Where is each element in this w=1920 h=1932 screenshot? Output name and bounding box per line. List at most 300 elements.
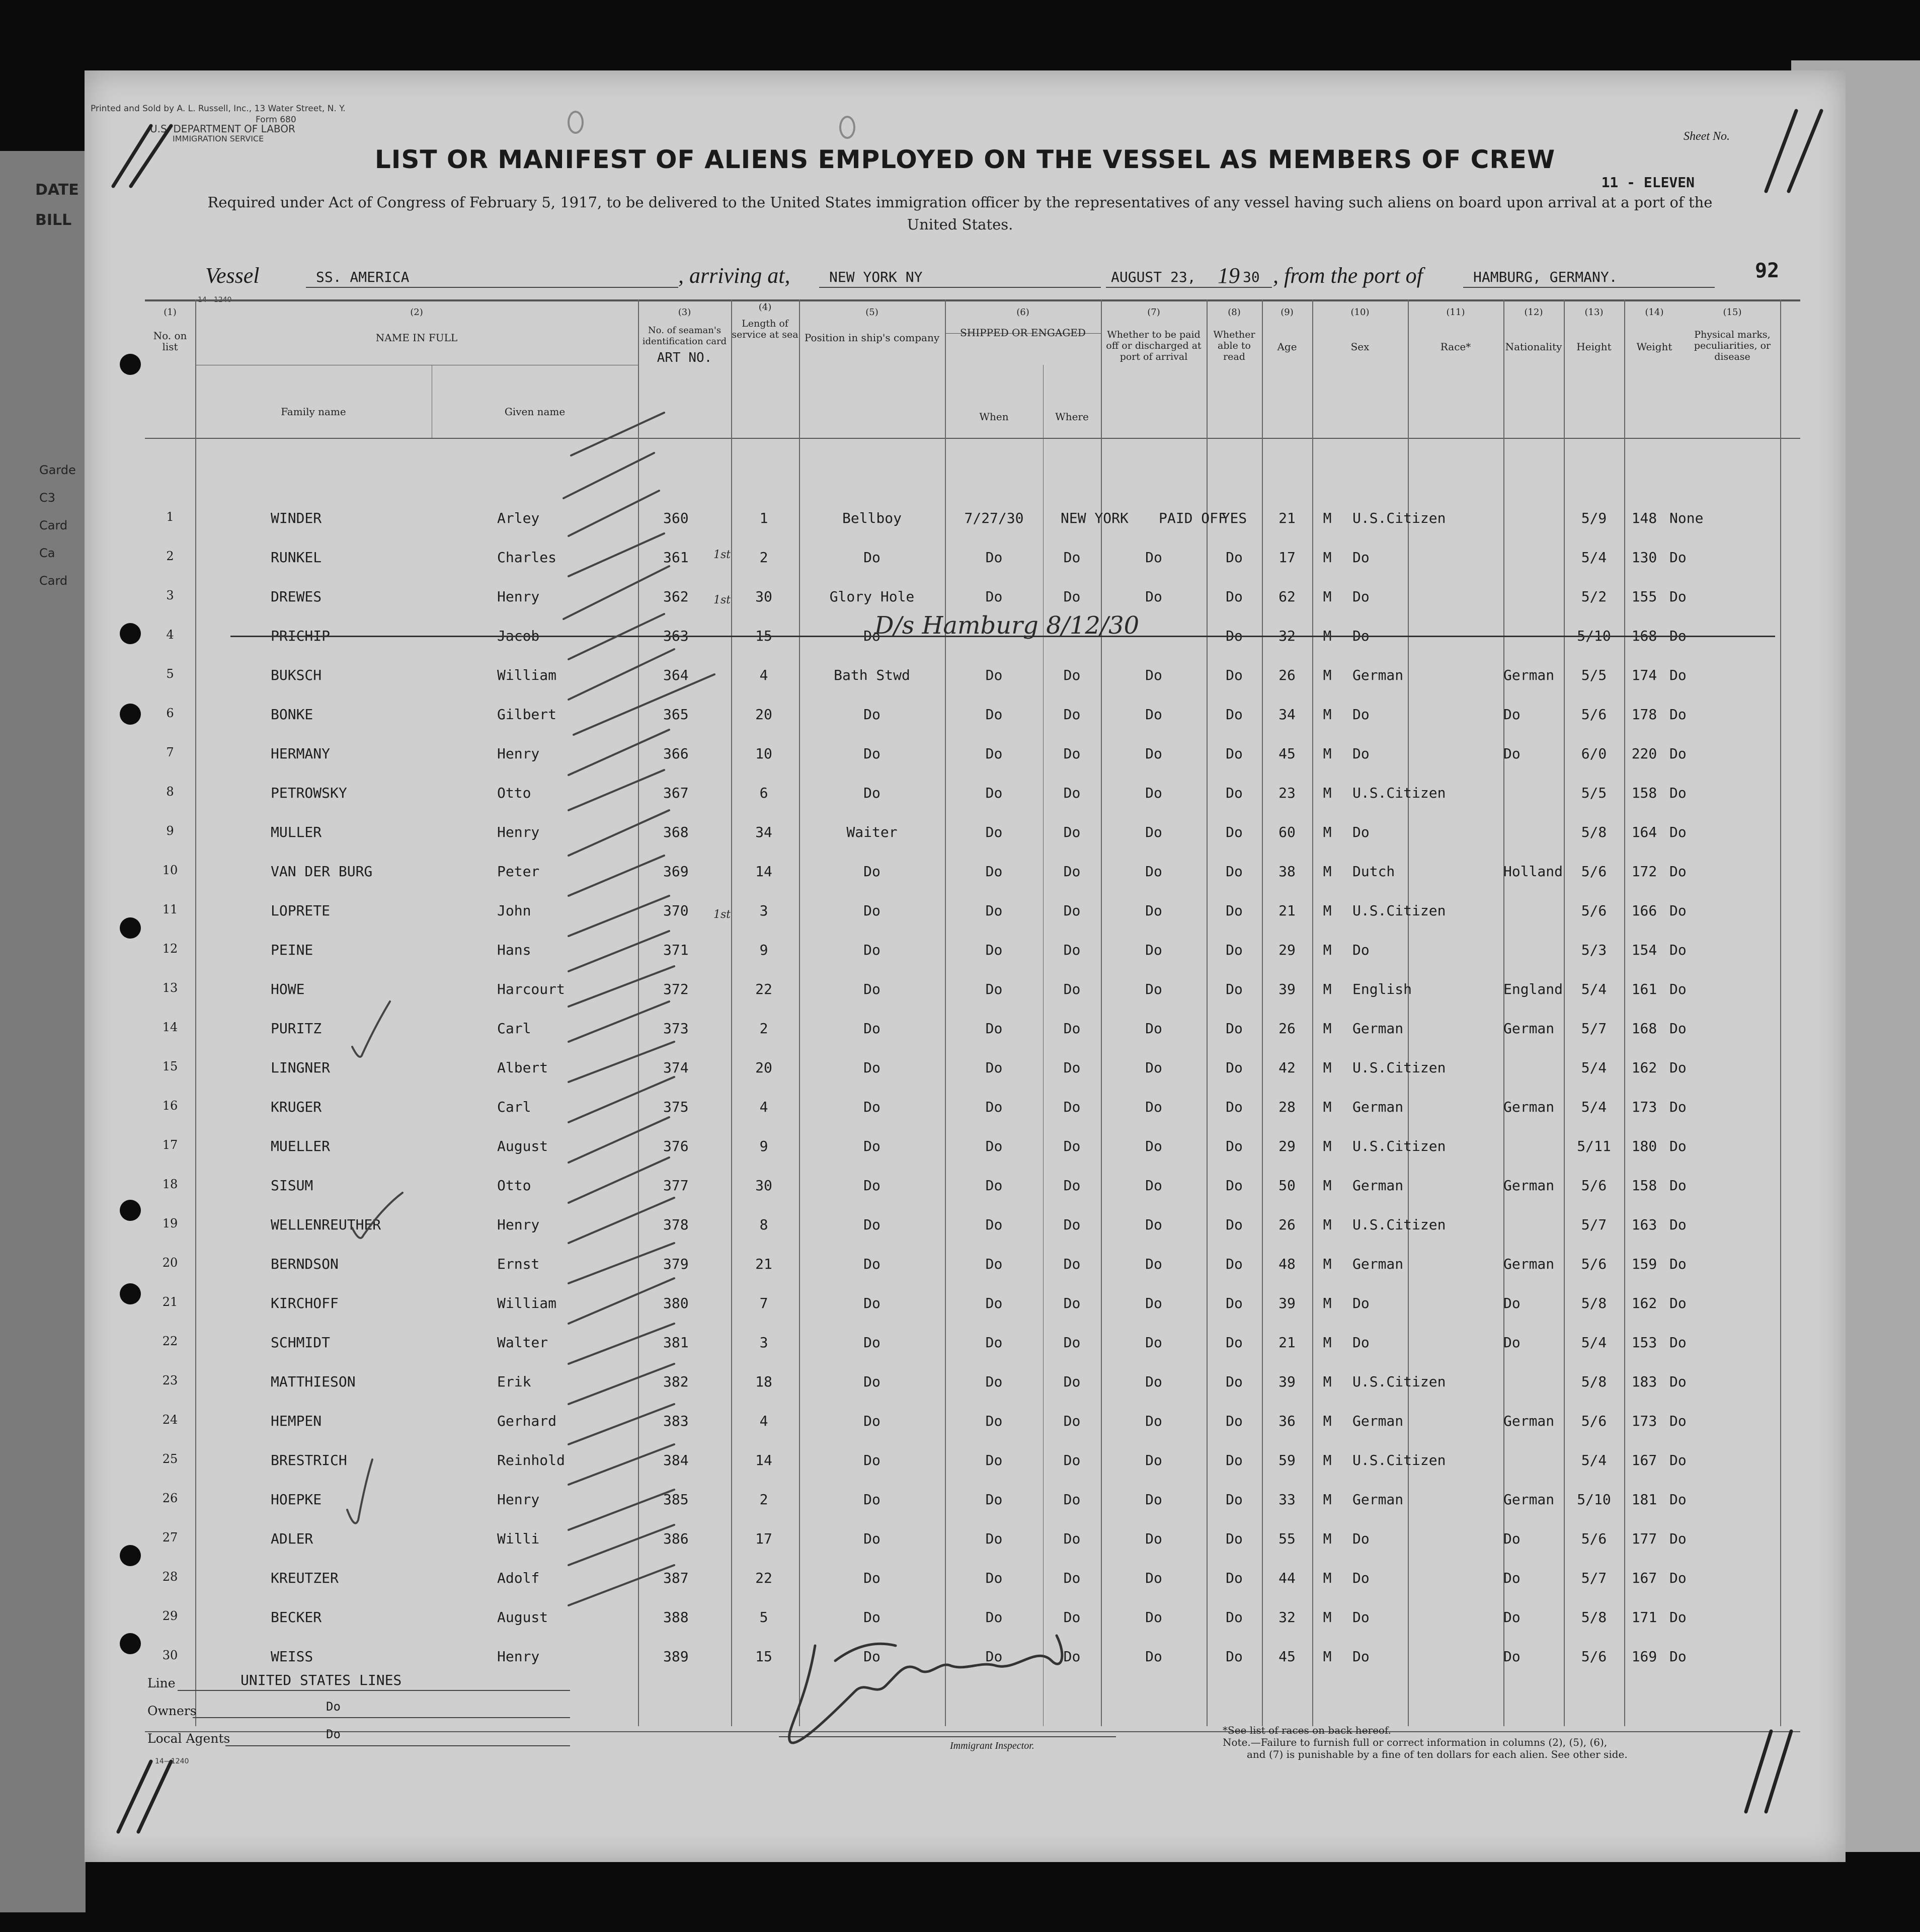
ship-position: Do [863,902,881,919]
age: 29 [1278,942,1296,958]
ship-position: Do [863,942,881,958]
arrival-port: NEW YORK NY [829,269,923,285]
card-number: 379 [663,1256,689,1272]
weight: 158 [1631,785,1657,801]
age: 21 [1278,1334,1296,1351]
age: 55 [1278,1530,1296,1547]
physical-marks: Do [1669,942,1687,958]
card-number: 361 [663,549,689,566]
weight: 178 [1631,706,1657,723]
paid-off: Do [1145,824,1162,840]
able-to-read: Do [1226,1648,1243,1665]
page-subtitle: Required under Act of Congress of February 5, 1917, to be delivered to the United States immigration officer by the representatives of any vessel having such aliens on board upon arrival at a port of the United States. [207,194,1713,233]
weight: 181 [1631,1491,1657,1508]
service-length: 20 [755,706,772,723]
sex: M [1323,1177,1332,1194]
race: German [1352,1256,1404,1272]
family-name: LINGNER [271,1059,331,1076]
service-length: 5 [759,1609,768,1626]
row-number: 15 [162,1059,178,1073]
row-number: 5 [166,667,174,681]
height: 5/6 [1581,1177,1607,1194]
age: 32 [1278,628,1296,644]
family-name: BERNDSON [271,1256,339,1272]
nationality: German [1503,667,1555,683]
shipped-where: Do [1063,785,1081,801]
shipped-when: Do [985,1059,1003,1076]
sex: M [1323,1452,1332,1469]
service-length: 15 [755,1648,772,1665]
card-number: 389 [663,1648,689,1665]
col10-header: Sex [1350,341,1370,353]
col7-number: (7) [1147,307,1160,318]
physical-marks: Do [1669,549,1687,566]
shipped-when: Do [985,1020,1003,1037]
weight: 174 [1631,667,1657,683]
able-to-read: Do [1226,549,1243,566]
card-number: 381 [663,1334,689,1351]
col15-number: (15) [1723,307,1742,318]
card-number: 387 [663,1570,689,1586]
ship-position: Do [863,706,881,723]
row-number: 19 [162,1216,178,1230]
weight: 173 [1631,1413,1657,1429]
form-code-bottom: 14—1240 [155,1757,189,1765]
shipped-when: Do [985,1530,1003,1547]
given-name: William [497,667,557,683]
race: Do [1352,824,1370,840]
arrival-date: AUGUST 23, [1111,269,1196,285]
col9-header: Age [1277,341,1297,353]
ship-position: Bath Stwd [834,667,910,683]
shipped-when: Do [985,785,1003,801]
shipped-when: Do [985,1216,1003,1233]
service-length: 10 [755,745,772,762]
card-mark-3: 1st [713,908,731,921]
given-name: Peter [497,863,540,880]
given-name: Harcourt [497,981,565,997]
col12-number: (12) [1524,307,1543,318]
service-length: 14 [755,863,772,880]
col5-number: (5) [865,307,878,318]
shipped-where: Do [1063,549,1081,566]
card-number: 380 [663,1295,689,1311]
line-value: UNITED STATES LINES [241,1672,402,1688]
card-number: 369 [663,863,689,880]
able-to-read: Do [1226,902,1243,919]
sex: M [1323,785,1332,801]
ship-position: Glory Hole [829,588,915,605]
penalty-note-1: Note.—Failure to furnish full or correct information in columns (2), (5), (6), [1223,1736,1608,1748]
row-number: 22 [162,1334,178,1348]
shipped-when: Do [985,981,1003,997]
physical-marks: Do [1669,1491,1687,1508]
card-number: 374 [663,1059,689,1076]
strip-line-2: C3 [39,491,56,505]
race: Do [1352,706,1370,723]
family-name: WEISS [271,1648,313,1665]
service-length: 14 [755,1452,772,1469]
age: 59 [1278,1452,1296,1469]
paid-off: Do [1145,1059,1162,1076]
height: 5/4 [1581,1334,1607,1351]
card-number: 372 [663,981,689,997]
family-name-header: Family name [281,406,346,418]
weight: 162 [1631,1059,1657,1076]
physical-marks: None [1669,510,1704,526]
age: 60 [1278,824,1296,840]
ship-position: Do [863,1570,881,1586]
shipped-when: Do [985,1452,1003,1469]
paid-off: Do [1145,1138,1162,1154]
able-to-read: Do [1226,1295,1243,1311]
given-name: Gerhard [497,1413,557,1429]
race: U.S.Citizen [1352,510,1446,526]
card-number: 375 [663,1099,689,1115]
inspector-label: Immigrant Inspector. [950,1740,1034,1751]
sex: M [1323,1334,1332,1351]
weight: 130 [1631,549,1657,566]
tally-mark-top-left-1 [113,126,151,186]
row-number: 12 [162,942,178,956]
agents-value: Do [326,1727,341,1741]
family-name: RUNKEL [271,549,322,566]
race: U.S.Citizen [1352,1216,1446,1233]
shipped-where: Do [1063,706,1081,723]
weight: 164 [1631,824,1657,840]
paid-off: Do [1145,1373,1162,1390]
nationality: Do [1503,1648,1521,1665]
service-length: 9 [759,1138,768,1154]
family-name: KIRCHOFF [271,1295,339,1311]
page-title: LIST OR MANIFEST OF ALIENS EMPLOYED ON THE VESSEL AS MEMBERS OF CREW [374,145,1556,174]
race: U.S.Citizen [1352,902,1446,919]
race: Do [1352,1570,1370,1586]
age: 21 [1278,902,1296,919]
sex: M [1323,1099,1332,1115]
physical-marks: Do [1669,1609,1687,1626]
able-to-read: Do [1226,863,1243,880]
form-code-top: 14—1240 [198,296,232,304]
card-number: 385 [663,1491,689,1508]
paid-off: Do [1145,1099,1162,1115]
tally-mark-bottom-right-1 [1746,1731,1771,1812]
given-name: Henry [497,588,540,605]
shipped-when: 7/27/30 [964,510,1024,526]
col3-subheader: ART NO. [657,350,712,365]
family-name: BUKSCH [271,667,322,683]
service-length: 1 [759,510,768,526]
family-name: HERMANY [271,745,331,762]
row-number: 2 [166,549,174,563]
service-length: 30 [755,588,772,605]
sex: M [1323,510,1332,526]
printer-line: Printed and Sold by A. L. Russell, Inc., 13 Water Street, N. Y. [91,104,346,114]
height: 5/8 [1581,1609,1607,1626]
col15-header: Physical marks, peculiarities, or disease [1694,329,1771,362]
race: German [1352,1413,1404,1429]
race: U.S.Citizen [1352,1059,1446,1076]
sex: M [1323,1609,1332,1626]
shipped-when: Do [985,942,1003,958]
card-number: 382 [663,1373,689,1390]
given-name: Jacob [497,628,540,644]
year-prefix: 19 [1218,263,1240,288]
strip-bill-label: BILL [35,211,72,229]
row-number: 28 [162,1570,178,1584]
sex: M [1323,1059,1332,1076]
nationality: Do [1503,1295,1521,1311]
height: 5/11 [1577,1138,1611,1154]
able-to-read: Do [1226,1491,1243,1508]
card-number: 376 [663,1138,689,1154]
shipped-when: Do [985,588,1003,605]
age: 28 [1278,1099,1296,1115]
year-suffix: 30 [1243,269,1260,285]
given-name: Walter [497,1334,548,1351]
card-number: 366 [663,745,689,762]
shipped-where: Do [1063,1177,1081,1194]
given-name: William [497,1295,557,1311]
col14-number: (14) [1645,307,1664,318]
paid-off: Do [1145,1413,1162,1429]
paid-off: Do [1145,1295,1162,1311]
row-number: 7 [166,745,174,759]
col5-header: Position in ship's company [804,332,940,344]
penalty-note-2: and (7) is punishable by a fine of ten dollars for each alien. See other side. [1247,1748,1628,1760]
nationality: German [1503,1020,1555,1037]
ship-position: Do [863,1413,881,1429]
owners-value: Do [326,1699,341,1714]
physical-marks: Do [1669,863,1687,880]
col2-number: (2) [410,307,423,318]
department-label: U.S. DEPARTMENT OF LABOR [150,123,295,135]
given-name: August [497,1138,548,1154]
family-name: BECKER [271,1609,322,1626]
vessel-label: Vessel [205,263,260,288]
age: 48 [1278,1256,1296,1272]
height: 5/3 [1581,942,1607,958]
height: 5/6 [1581,1256,1607,1272]
strip-date-label: DATE [35,181,79,199]
row-number: 16 [162,1099,178,1113]
physical-marks: Do [1669,1413,1687,1429]
able-to-read: Do [1226,1020,1243,1037]
nationality: Do [1503,1570,1521,1586]
shipped-when: Do [985,1570,1003,1586]
weight: 172 [1631,863,1657,880]
form-number: Form 680 [256,115,296,125]
weight: 158 [1631,1177,1657,1194]
paid-off: Do [1145,902,1162,919]
sex: M [1323,1648,1332,1665]
service-length: 9 [759,942,768,958]
tally-mark-bottom-right-2 [1766,1731,1791,1812]
ship-position: Do [863,1256,881,1272]
nationality: Do [1503,1530,1521,1547]
race: Do [1352,1530,1370,1547]
family-name: VAN DER BURG [271,863,373,880]
race: German [1352,1491,1404,1508]
shipped-when: Do [985,1413,1003,1429]
physical-marks: Do [1669,1570,1687,1586]
able-to-read: Do [1226,745,1243,762]
service-length: 22 [755,981,772,997]
height: 5/4 [1581,1452,1607,1469]
row-number: 25 [162,1452,178,1466]
service-length: 6 [759,785,768,801]
tally-mark-bottom-left-2 [138,1761,171,1832]
shipped-where: Do [1063,902,1081,919]
given-name: Charles [497,549,557,566]
shipped-where: Do [1063,824,1081,840]
family-name: DREWES [271,588,322,605]
given-name: Henry [497,1491,540,1508]
height: 5/4 [1581,981,1607,997]
sex: M [1323,706,1332,723]
row-number: 27 [162,1530,178,1544]
shipped-where: Do [1063,745,1081,762]
able-to-read: Do [1226,667,1243,683]
card-number: 383 [663,1413,689,1429]
age: 26 [1278,1216,1296,1233]
given-name: Ernst [497,1256,540,1272]
able-to-read: Do [1226,785,1243,801]
col7-header: Whether to be paid off or discharged at port of arrival [1106,329,1202,362]
ship-position: Do [863,785,881,801]
physical-marks: Do [1669,1530,1687,1547]
service-length: 22 [755,1570,772,1586]
given-name: Hans [497,942,531,958]
service-length: 34 [755,824,772,840]
shipped-where: Do [1063,1295,1081,1311]
col2-header: NAME IN FULL [375,332,458,344]
strip-line-1: Garde [39,463,76,477]
height: 5/4 [1581,1099,1607,1115]
race: U.S.Citizen [1352,785,1446,801]
ship-position: Do [863,1295,881,1311]
shipped-where: Do [1063,981,1081,997]
nationality: German [1503,1099,1555,1115]
ship-position: Do [863,1609,881,1626]
ship-position: Waiter [846,824,898,840]
weight: 169 [1631,1648,1657,1665]
ship-position: Do [863,628,881,644]
ship-position: Do [863,1099,881,1115]
physical-marks: Do [1669,1177,1687,1194]
shipped-where: Do [1063,1256,1081,1272]
weight: 168 [1631,1020,1657,1037]
physical-marks: Do [1669,902,1687,919]
shipped-when: Do [985,1295,1003,1311]
ship-position: Do [863,1216,881,1233]
age: 32 [1278,1609,1296,1626]
given-name: Otto [497,1177,531,1194]
row-number: 30 [162,1648,178,1662]
shipped-where: Do [1063,863,1081,880]
height: 5/8 [1581,1295,1607,1311]
family-name: SISUM [271,1177,313,1194]
shipped-where: Do [1063,1530,1081,1547]
card-number: 362 [663,588,689,605]
height: 5/7 [1581,1570,1607,1586]
able-to-read: Do [1226,1609,1243,1626]
row-number: 1 [166,510,174,524]
card-number: 365 [663,706,689,723]
sheet-number-value: 11 - ELEVEN [1601,174,1695,191]
family-name: WELLENREUTHER [271,1216,381,1233]
physical-marks: Do [1669,628,1687,644]
given-name: Carl [497,1099,531,1115]
paid-off: Do [1145,588,1162,605]
shipped-where: Do [1063,1609,1081,1626]
sex: M [1323,588,1332,605]
col3-header: No. of seaman's identification card [642,325,727,347]
row-number: 26 [162,1491,178,1505]
col9-number: (9) [1281,307,1294,318]
physical-marks: Do [1669,1059,1687,1076]
row-number: 8 [166,785,174,799]
family-name: HOWE [271,981,305,997]
shipped-where: Do [1063,942,1081,958]
paid-off: Do [1145,1648,1162,1665]
paid-off: Do [1145,1452,1162,1469]
height: 5/7 [1581,1216,1607,1233]
race: German [1352,1177,1404,1194]
card-mark-2: 1st [713,594,731,606]
race: Do [1352,1295,1370,1311]
weight: 167 [1631,1452,1657,1469]
paid-off: Do [1145,1570,1162,1586]
family-name: BONKE [271,706,313,723]
height: 5/2 [1581,588,1607,605]
given-name: Henry [497,1648,540,1665]
race: Do [1352,628,1370,644]
paid-off: Do [1145,667,1162,683]
card-number: 388 [663,1609,689,1626]
shipped-when: Do [985,745,1003,762]
weight: 154 [1631,942,1657,958]
nationality: German [1503,1491,1555,1508]
owners-label: Owners [147,1704,197,1718]
able-to-read: Do [1226,628,1243,644]
given-name: Adolf [497,1570,540,1586]
able-to-read: Do [1226,1059,1243,1076]
race: Do [1352,1334,1370,1351]
height: 5/9 [1581,510,1607,526]
service-length: 2 [759,1491,768,1508]
family-name: MUELLER [271,1138,331,1154]
card-number: 386 [663,1530,689,1547]
row-number: 10 [162,863,178,877]
family-name: HOEPKE [271,1491,322,1508]
race: German [1352,667,1404,683]
paid-off: Do [1145,745,1162,762]
paid-off: Do [1145,1216,1162,1233]
service-length: 8 [759,1216,768,1233]
card-number: 378 [663,1216,689,1233]
races-note: *See list of races on back hereof. [1223,1724,1392,1736]
row-number: 24 [162,1413,178,1427]
race: U.S.Citizen [1352,1452,1446,1469]
physical-marks: Do [1669,1295,1687,1311]
family-name: BRESTRICH [271,1452,347,1469]
ship-position: Do [863,1177,881,1194]
family-name: ADLER [271,1530,313,1547]
able-to-read: Do [1226,1373,1243,1390]
shipped-when: Do [985,1099,1003,1115]
given-name: Henry [497,745,540,762]
